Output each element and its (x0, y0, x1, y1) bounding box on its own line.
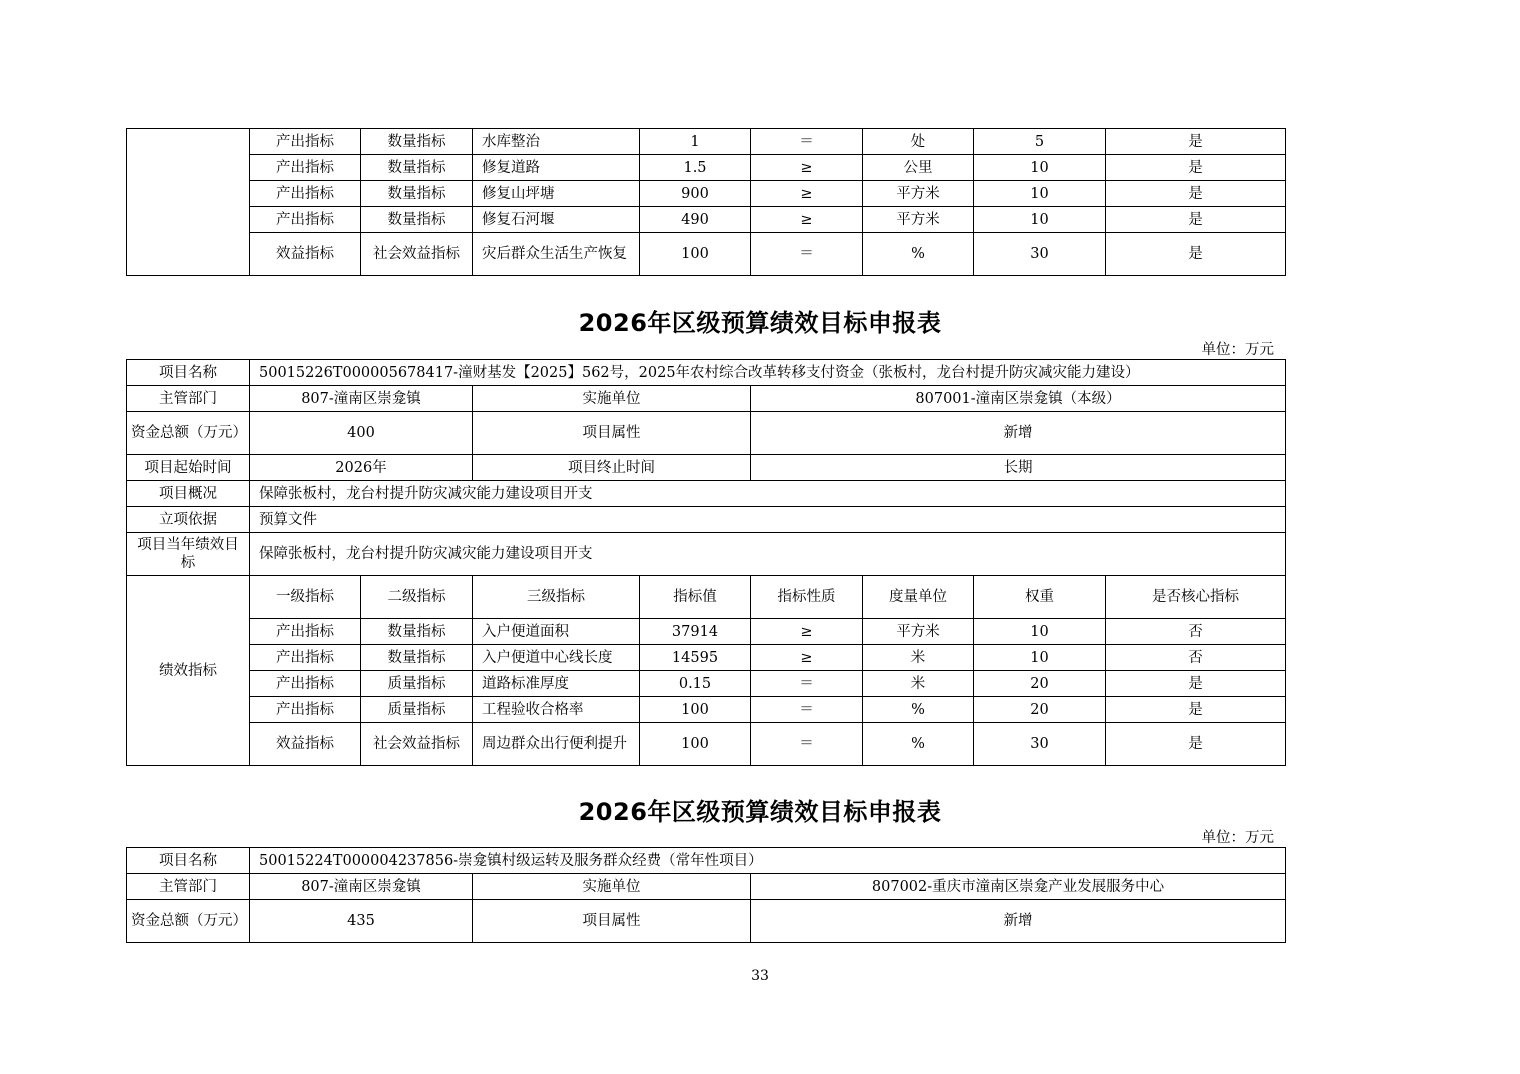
unit-cell: 米 (863, 671, 974, 697)
start-value: 2026年 (250, 455, 473, 481)
level3-cell: 修复山坪塘 (473, 181, 640, 207)
level2-cell: 数量指标 (361, 645, 473, 671)
level1-cell: 效益指标 (250, 233, 361, 276)
level1-cell: 产出指标 (250, 181, 361, 207)
fund-value: 435 (250, 900, 473, 943)
value-cell: 100 (640, 697, 751, 723)
level1-cell: 产出指标 (250, 129, 361, 155)
weight-cell: 20 (974, 671, 1106, 697)
end-label: 项目终止时间 (473, 455, 751, 481)
level1-cell: 产出指标 (250, 155, 361, 181)
end-value: 长期 (751, 455, 1286, 481)
attr-value: 新增 (751, 412, 1286, 455)
weight-cell: 10 (974, 619, 1106, 645)
level3-cell: 工程验收合格率 (473, 697, 640, 723)
value-cell: 14595 (640, 645, 751, 671)
impl-value: 807001-潼南区崇龛镇（本级） (751, 386, 1286, 412)
unit-cell: 公里 (863, 155, 974, 181)
dept-label: 主管部门 (127, 386, 250, 412)
op-cell: ＝ (751, 671, 863, 697)
unit-cell: 米 (863, 645, 974, 671)
fund-value: 400 (250, 412, 473, 455)
value-cell: 490 (640, 207, 751, 233)
unit-cell: 处 (863, 129, 974, 155)
op-cell: ＝ (751, 233, 863, 276)
project-name-value: 50015226T000005678417-潼财基发【2025】562号，2025年农村综合改革转移支付资金（张板村，龙台村提升防灾减灾能力建设） (250, 360, 1286, 386)
level3-cell: 道路标准厚度 (473, 671, 640, 697)
core-cell: 是 (1106, 129, 1286, 155)
core-cell: 是 (1106, 155, 1286, 181)
impl-label: 实施单位 (473, 874, 751, 900)
header-cell: 度量单位 (863, 576, 974, 619)
start-label: 项目起始时间 (127, 455, 250, 481)
table2-title: 2026年区级预算绩效目标申报表 (578, 798, 942, 826)
core-cell: 是 (1106, 697, 1286, 723)
blank-merged-cell (127, 129, 250, 276)
header-cell: 指标值 (640, 576, 751, 619)
unit-cell: 平方米 (863, 181, 974, 207)
level2-cell: 数量指标 (361, 207, 473, 233)
op-cell: ≥ (751, 207, 863, 233)
table1-title: 2026年区级预算绩效目标申报表 (578, 309, 942, 337)
table1-unit-label: 单位：万元 (1201, 342, 1274, 358)
core-cell: 是 (1106, 723, 1286, 766)
unit-cell: % (863, 723, 974, 766)
core-cell: 是 (1106, 233, 1286, 276)
level3-cell: 修复道路 (473, 155, 640, 181)
dept-value: 807-潼南区崇龛镇 (250, 386, 473, 412)
unit-cell: 平方米 (863, 207, 974, 233)
weight-cell: 10 (974, 155, 1106, 181)
attr-label: 项目属性 (473, 412, 751, 455)
op-cell: ＝ (751, 697, 863, 723)
level2-cell: 数量指标 (361, 155, 473, 181)
project-name-label: 项目名称 (127, 360, 250, 386)
header-cell: 权重 (974, 576, 1106, 619)
level1-cell: 效益指标 (250, 723, 361, 766)
basis-label: 立项依据 (127, 507, 250, 533)
level3-cell: 水库整治 (473, 129, 640, 155)
unit-cell: 平方米 (863, 619, 974, 645)
level2-cell: 数量指标 (361, 619, 473, 645)
weight-cell: 5 (974, 129, 1106, 155)
overview-value: 保障张板村，龙台村提升防灾减灾能力建设项目开支 (250, 481, 1286, 507)
impl-value: 807002-重庆市潼南区崇龛产业发展服务中心 (751, 874, 1286, 900)
op-cell: ≥ (751, 619, 863, 645)
level3-cell: 入户便道中心线长度 (473, 645, 640, 671)
level2-cell: 质量指标 (361, 697, 473, 723)
unit-cell: % (863, 697, 974, 723)
basis-value: 预算文件 (250, 507, 1286, 533)
header-cell: 指标性质 (751, 576, 863, 619)
level2-cell: 社会效益指标 (361, 233, 473, 276)
value-cell: 100 (640, 723, 751, 766)
fund-label: 资金总额（万元） (127, 412, 250, 455)
level1-cell: 产出指标 (250, 645, 361, 671)
core-cell: 否 (1106, 619, 1286, 645)
header-cell: 一级指标 (250, 576, 361, 619)
page-number: 33 (751, 968, 769, 984)
value-cell: 0.15 (640, 671, 751, 697)
op-cell: ＝ (751, 129, 863, 155)
value-cell: 900 (640, 181, 751, 207)
project-name-label: 项目名称 (127, 848, 250, 874)
weight-cell: 30 (974, 723, 1106, 766)
unit-cell: % (863, 233, 974, 276)
op-cell: ≥ (751, 181, 863, 207)
header-cell: 三级指标 (473, 576, 640, 619)
attr-label: 项目属性 (473, 900, 751, 943)
table2-form (126, 847, 1286, 943)
level1-cell: 产出指标 (250, 697, 361, 723)
level2-cell: 社会效益指标 (361, 723, 473, 766)
core-cell: 是 (1106, 671, 1286, 697)
op-cell: ≥ (751, 645, 863, 671)
goal-label: 项目当年绩效目标 (127, 533, 250, 576)
level3-cell: 修复石河堰 (473, 207, 640, 233)
value-cell: 37914 (640, 619, 751, 645)
core-cell: 是 (1106, 181, 1286, 207)
core-cell: 否 (1106, 645, 1286, 671)
level1-cell: 产出指标 (250, 207, 361, 233)
level2-cell: 质量指标 (361, 671, 473, 697)
header-cell: 二级指标 (361, 576, 473, 619)
weight-cell: 30 (974, 233, 1106, 276)
overview-label: 项目概况 (127, 481, 250, 507)
level1-cell: 产出指标 (250, 619, 361, 645)
perf-label: 绩效指标 (127, 576, 250, 766)
table1-form (126, 359, 1286, 766)
dept-value: 807-潼南区崇龛镇 (250, 874, 473, 900)
value-cell: 1 (640, 129, 751, 155)
value-cell: 1.5 (640, 155, 751, 181)
core-cell: 是 (1106, 207, 1286, 233)
impl-label: 实施单位 (473, 386, 751, 412)
fund-label: 资金总额（万元） (127, 900, 250, 943)
weight-cell: 10 (974, 645, 1106, 671)
weight-cell: 10 (974, 181, 1106, 207)
weight-cell: 20 (974, 697, 1106, 723)
level3-cell: 灾后群众生活生产恢复 (473, 233, 640, 276)
level3-cell: 入户便道面积 (473, 619, 640, 645)
weight-cell: 10 (974, 207, 1106, 233)
goal-value: 保障张板村，龙台村提升防灾减灾能力建设项目开支 (250, 533, 1286, 576)
op-cell: ＝ (751, 723, 863, 766)
value-cell: 100 (640, 233, 751, 276)
op-cell: ≥ (751, 155, 863, 181)
level3-cell: 周边群众出行便利提升 (473, 723, 640, 766)
dept-label: 主管部门 (127, 874, 250, 900)
header-cell: 是否核心指标 (1106, 576, 1286, 619)
level1-cell: 产出指标 (250, 671, 361, 697)
level2-cell: 数量指标 (361, 129, 473, 155)
top-indicator-table (126, 128, 1286, 276)
level2-cell: 数量指标 (361, 181, 473, 207)
project-name-value: 50015224T000004237856-崇龛镇村级运转及服务群众经费（常年性项目） (250, 848, 1286, 874)
attr-value: 新增 (751, 900, 1286, 943)
table2-unit-label: 单位：万元 (1201, 830, 1274, 846)
